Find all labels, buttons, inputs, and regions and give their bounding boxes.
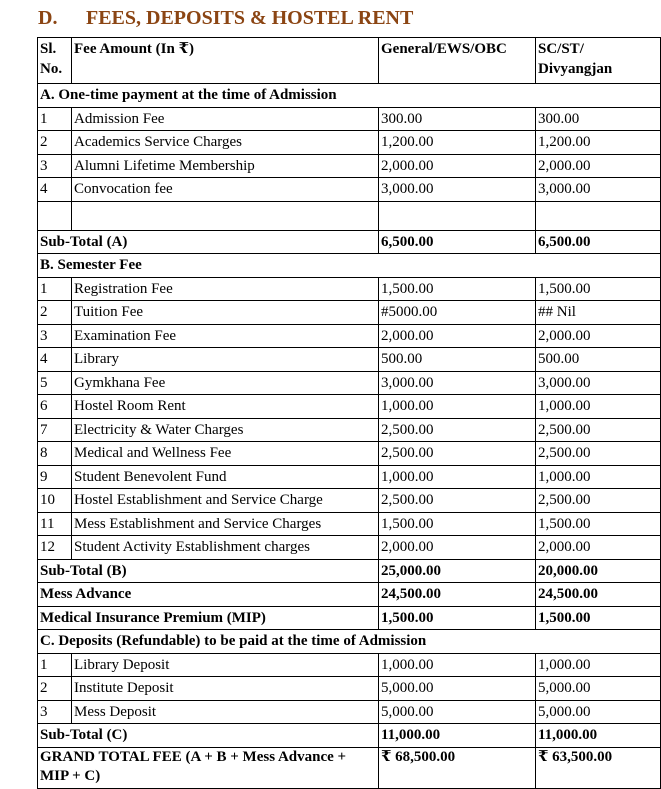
row-sl: 10 [38,489,72,513]
row-sl: 6 [38,395,72,419]
section-c-title: C. Deposits (Refundable) to be paid at the time of Admission [38,630,661,654]
row-item: Hostel Room Rent [72,395,379,419]
grand-total-label: GRAND TOTAL FEE (A + B + Mess Advance + MIP + C) [38,747,379,788]
row-sc: 2,500.00 [536,418,661,442]
blank-cell [536,201,661,230]
row-general: 1,200.00 [379,131,536,155]
subtotal-a-sc: 6,500.00 [536,230,661,254]
row-sc: 2,000.00 [536,324,661,348]
row-item: Student Benevolent Fund [72,465,379,489]
table-row [38,178,661,202]
row-sc: 2,000.00 [536,154,661,178]
row-sl: 1 [38,277,72,301]
row-item: Convocation fee [72,178,379,202]
table-row [38,512,661,536]
row-sl: 1 [38,653,72,677]
row-item: Institute Deposit [72,677,379,701]
row-sc: 1,000.00 [536,465,661,489]
table-row [38,301,661,325]
row-sl: 8 [38,442,72,466]
table-row [38,107,661,131]
row-item: Gymkhana Fee [72,371,379,395]
row-general: 500.00 [379,348,536,372]
row-sc: 1,500.00 [536,512,661,536]
subtotal-c-general: 11,000.00 [379,724,536,748]
row-item: Library Deposit [72,653,379,677]
row-general: 5,000.00 [379,700,536,724]
row-sc: 500.00 [536,348,661,372]
section-a-title: A. One-time payment at the time of Admission [38,84,661,108]
blank-cell [379,201,536,230]
row-sc: 1,500.00 [536,277,661,301]
row-sc: 2,500.00 [536,489,661,513]
subtotal-a-row [38,230,661,254]
table-row [38,395,661,419]
table-row [38,700,661,724]
subtotal-b-label: Sub-Total (B) [38,559,379,583]
row-general: 3,000.00 [379,371,536,395]
row-sl: 11 [38,512,72,536]
table-row [38,154,661,178]
header-row [38,38,661,84]
row-item: Examination Fee [72,324,379,348]
row-sl: 4 [38,178,72,202]
row-sc: 1,200.00 [536,131,661,155]
section-c-row [38,630,661,654]
row-general: 2,000.00 [379,154,536,178]
blank-cell [38,201,72,230]
subtotal-c-label: Sub-Total (C) [38,724,379,748]
row-sl: 5 [38,371,72,395]
row-sc: 5,000.00 [536,700,661,724]
header-general: General/EWS/OBC [379,38,536,84]
mip-row [38,606,661,630]
table-row [38,653,661,677]
row-sc: 5,000.00 [536,677,661,701]
mess-advance-general: 24,500.00 [379,583,536,607]
row-general: 1,000.00 [379,465,536,489]
table-row [38,465,661,489]
header-fee-amount: Fee Amount (In ₹) [72,38,379,84]
mess-advance-row [38,583,661,607]
row-general: 2,500.00 [379,418,536,442]
row-general: 1,500.00 [379,512,536,536]
row-general: 2,500.00 [379,442,536,466]
mip-label: Medical Insurance Premium (MIP) [38,606,379,630]
row-sl: 3 [38,324,72,348]
mip-general: 1,500.00 [379,606,536,630]
row-general: 1,000.00 [379,395,536,419]
row-general: 2,000.00 [379,536,536,560]
row-general: #5000.00 [379,301,536,325]
row-sl: 2 [38,131,72,155]
row-general: 2,500.00 [379,489,536,513]
row-sc: 2,000.00 [536,536,661,560]
section-b-title: B. Semester Fee [38,254,661,278]
subtotal-b-row [38,559,661,583]
subtotal-b-general: 25,000.00 [379,559,536,583]
row-general: 2,000.00 [379,324,536,348]
table-row [38,324,661,348]
row-sc: 2,500.00 [536,442,661,466]
table-row [38,131,661,155]
table-row [38,418,661,442]
header-sc-st: SC/ST/ Divyangjan [536,38,661,84]
row-item: Electricity & Water Charges [72,418,379,442]
grand-total-general: ₹ 68,500.00 [379,747,536,788]
row-sc: ## Nil [536,301,661,325]
section-heading [38,4,413,32]
table-row [38,536,661,560]
row-sl: 4 [38,348,72,372]
row-sl: 3 [38,154,72,178]
row-item: Admission Fee [72,107,379,131]
subtotal-c-row [38,724,661,748]
mess-advance-sc: 24,500.00 [536,583,661,607]
row-item: Academics Service Charges [72,131,379,155]
row-item: Alumni Lifetime Membership [72,154,379,178]
row-item: Medical and Wellness Fee [72,442,379,466]
table-row [38,277,661,301]
header-sl: Sl. No. [38,38,72,84]
row-general: 300.00 [379,107,536,131]
row-sl: 9 [38,465,72,489]
row-item: Registration Fee [72,277,379,301]
row-item: Mess Deposit [72,700,379,724]
row-item: Tuition Fee [72,301,379,325]
blank-cell [72,201,379,230]
row-sc: 300.00 [536,107,661,131]
row-sc: 1,000.00 [536,653,661,677]
row-item: Library [72,348,379,372]
row-sl: 12 [38,536,72,560]
row-general: 1,000.00 [379,653,536,677]
row-item: Mess Establishment and Service Charges [72,512,379,536]
section-a-row [38,84,661,108]
section-number: D. [38,7,58,29]
row-sl: 2 [38,677,72,701]
table-row [38,677,661,701]
section-b-row [38,254,661,278]
subtotal-c-sc: 11,000.00 [536,724,661,748]
row-item: Student Activity Establishment charges [72,536,379,560]
table-row [38,442,661,466]
mip-sc: 1,500.00 [536,606,661,630]
row-sc: 3,000.00 [536,178,661,202]
row-general: 1,500.00 [379,277,536,301]
row-sc: 1,000.00 [536,395,661,419]
table-row [38,348,661,372]
row-general: 3,000.00 [379,178,536,202]
grand-total-row [38,747,661,788]
row-sl: 7 [38,418,72,442]
row-sl: 1 [38,107,72,131]
table-row [38,371,661,395]
grand-total-sc: ₹ 63,500.00 [536,747,661,788]
subtotal-a-label: Sub-Total (A) [38,230,379,254]
row-item: Hostel Establishment and Service Charge [72,489,379,513]
section-title: FEES, DEPOSITS & HOSTEL RENT [86,7,414,29]
subtotal-b-sc: 20,000.00 [536,559,661,583]
row-general: 5,000.00 [379,677,536,701]
subtotal-a-general: 6,500.00 [379,230,536,254]
fee-table [37,37,661,789]
blank-row [38,201,661,230]
table-row [38,489,661,513]
mess-advance-label: Mess Advance [38,583,379,607]
row-sl: 2 [38,301,72,325]
row-sc: 3,000.00 [536,371,661,395]
row-sl: 3 [38,700,72,724]
